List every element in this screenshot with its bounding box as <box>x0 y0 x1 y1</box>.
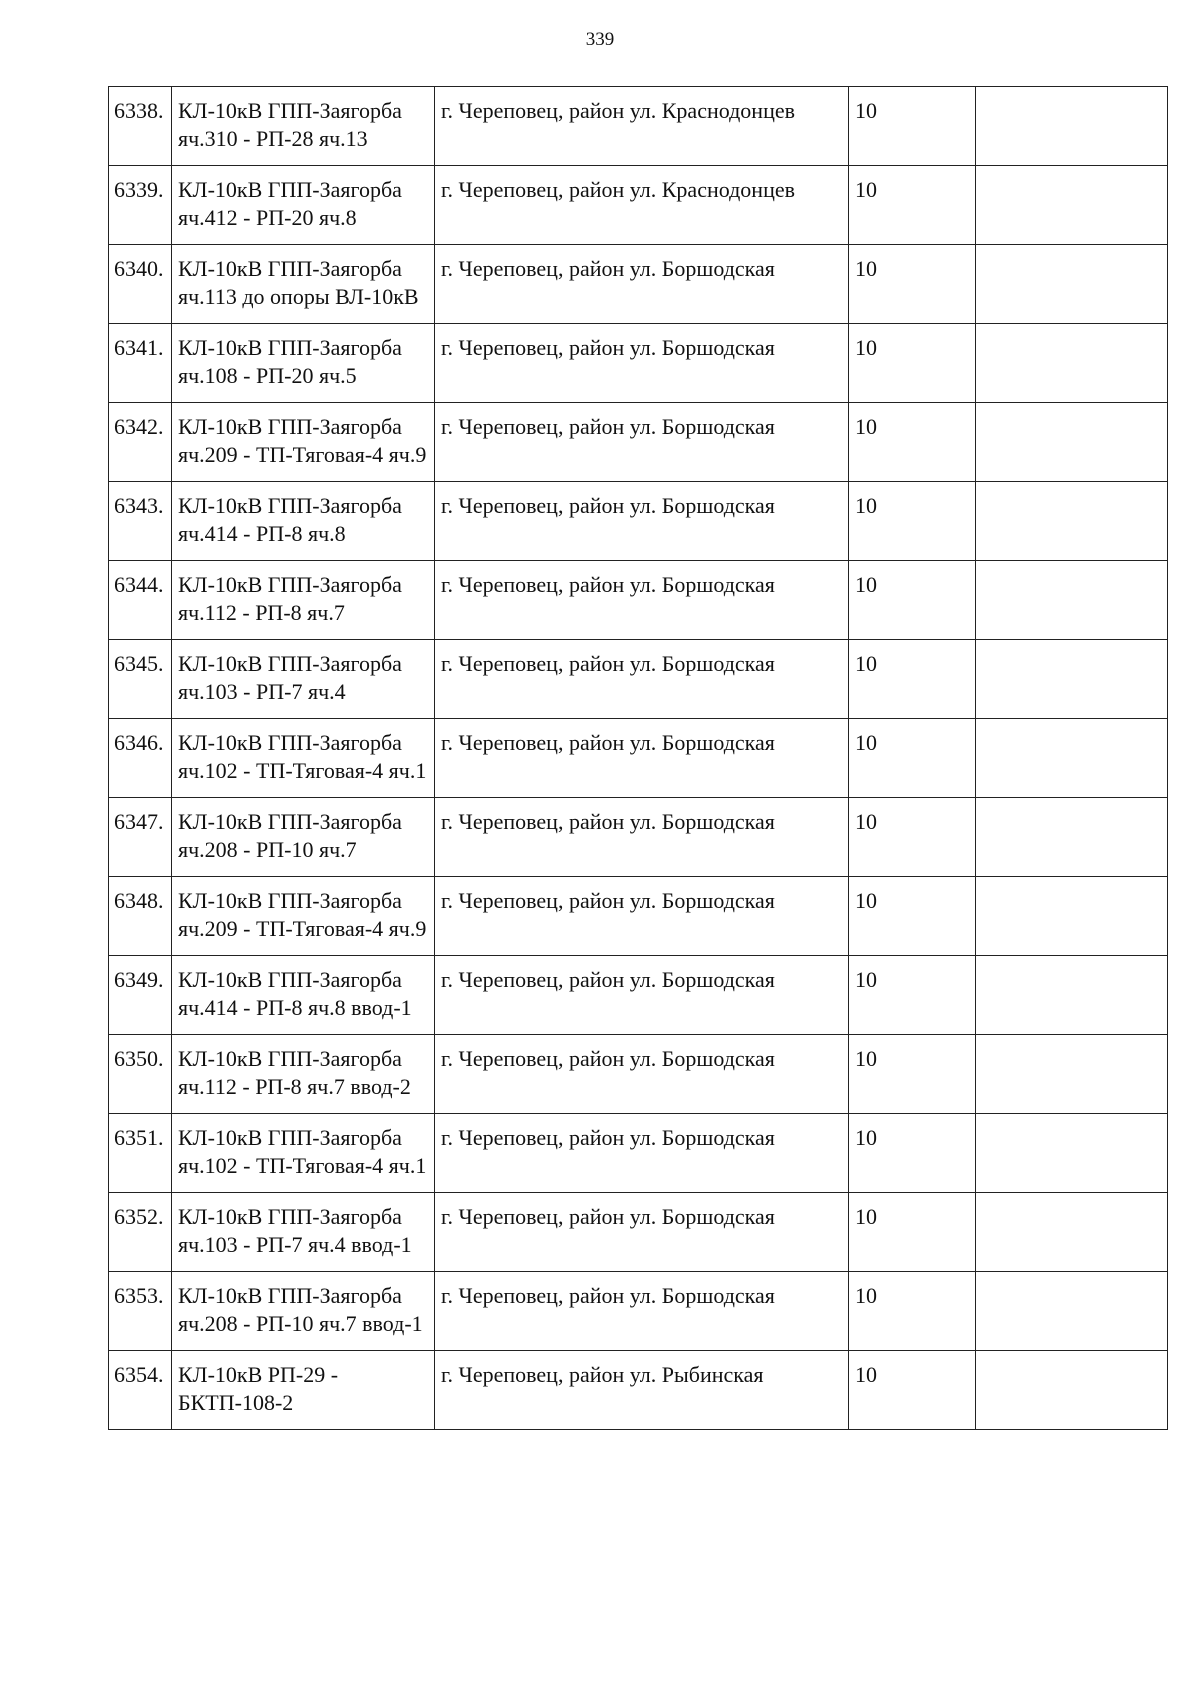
location: г. Череповец, район ул. Боршодская <box>435 1114 849 1193</box>
location: г. Череповец, район ул. Боршодская <box>435 719 849 798</box>
voltage: 10 <box>849 1035 976 1114</box>
row-number: 6345. <box>109 640 172 719</box>
table-row <box>109 1351 1168 1430</box>
row-number: 6344. <box>109 561 172 640</box>
table-row <box>109 245 1168 324</box>
line-name: КЛ-10кВ РП-29 - БКТП-108-2 <box>172 1351 435 1430</box>
location: г. Череповец, район ул. Боршодская <box>435 403 849 482</box>
line-name: КЛ-10кВ ГПП-Заягорба яч.414 - РП-8 яч.8 ввод-1 <box>172 956 435 1035</box>
table-row <box>109 719 1168 798</box>
voltage: 10 <box>849 245 976 324</box>
location: г. Череповец, район ул. Боршодская <box>435 561 849 640</box>
table-row <box>109 640 1168 719</box>
extra-cell <box>976 640 1168 719</box>
line-name: КЛ-10кВ ГПП-Заягорба яч.103 - РП-7 яч.4 ввод-1 <box>172 1193 435 1272</box>
line-name: КЛ-10кВ ГПП-Заягорба яч.103 - РП-7 яч.4 <box>172 640 435 719</box>
table-row <box>109 1114 1168 1193</box>
row-number: 6349. <box>109 956 172 1035</box>
row-number: 6339. <box>109 166 172 245</box>
row-number: 6347. <box>109 798 172 877</box>
extra-cell <box>976 561 1168 640</box>
line-name: КЛ-10кВ ГПП-Заягорба яч.208 - РП-10 яч.7 <box>172 798 435 877</box>
voltage: 10 <box>849 482 976 561</box>
extra-cell <box>976 245 1168 324</box>
line-name: КЛ-10кВ ГПП-Заягорба яч.108 - РП-20 яч.5 <box>172 324 435 403</box>
line-name: КЛ-10кВ ГПП-Заягорба яч.102 - ТП-Тяговая-4 яч.1 <box>172 719 435 798</box>
extra-cell <box>976 1035 1168 1114</box>
table-row <box>109 877 1168 956</box>
voltage: 10 <box>849 640 976 719</box>
table-row <box>109 166 1168 245</box>
location: г. Череповец, район ул. Краснодонцев <box>435 166 849 245</box>
voltage: 10 <box>849 719 976 798</box>
row-number: 6353. <box>109 1272 172 1351</box>
voltage: 10 <box>849 561 976 640</box>
extra-cell <box>976 324 1168 403</box>
line-name: КЛ-10кВ ГПП-Заягорба яч.310 - РП-28 яч.13 <box>172 87 435 166</box>
extra-cell <box>976 1114 1168 1193</box>
voltage: 10 <box>849 1193 976 1272</box>
line-name: КЛ-10кВ ГПП-Заягорба яч.208 - РП-10 яч.7 ввод-1 <box>172 1272 435 1351</box>
extra-cell <box>976 877 1168 956</box>
voltage: 10 <box>849 1351 976 1430</box>
table-row <box>109 403 1168 482</box>
location: г. Череповец, район ул. Рыбинская <box>435 1351 849 1430</box>
voltage: 10 <box>849 1272 976 1351</box>
location: г. Череповец, район ул. Боршодская <box>435 1193 849 1272</box>
line-name: КЛ-10кВ ГПП-Заягорба яч.102 - ТП-Тяговая-4 яч.1 <box>172 1114 435 1193</box>
row-number: 6352. <box>109 1193 172 1272</box>
line-name: КЛ-10кВ ГПП-Заягорба яч.209 - ТП-Тяговая-4 яч.9 <box>172 403 435 482</box>
voltage: 10 <box>849 877 976 956</box>
location: г. Череповец, район ул. Боршодская <box>435 245 849 324</box>
extra-cell <box>976 1351 1168 1430</box>
table-row <box>109 1193 1168 1272</box>
voltage: 10 <box>849 87 976 166</box>
table-row <box>109 956 1168 1035</box>
row-number: 6346. <box>109 719 172 798</box>
extra-cell <box>976 87 1168 166</box>
table-row <box>109 561 1168 640</box>
extra-cell <box>976 798 1168 877</box>
location: г. Череповец, район ул. Боршодская <box>435 1035 849 1114</box>
table-row <box>109 482 1168 561</box>
extra-cell <box>976 719 1168 798</box>
row-number: 6350. <box>109 1035 172 1114</box>
row-number: 6340. <box>109 245 172 324</box>
line-name: КЛ-10кВ ГПП-Заягорба яч.112 - РП-8 яч.7 <box>172 561 435 640</box>
voltage: 10 <box>849 324 976 403</box>
row-number: 6343. <box>109 482 172 561</box>
location: г. Череповец, район ул. Боршодская <box>435 1272 849 1351</box>
line-name: КЛ-10кВ ГПП-Заягорба яч.414 - РП-8 яч.8 <box>172 482 435 561</box>
voltage: 10 <box>849 1114 976 1193</box>
location: г. Череповец, район ул. Боршодская <box>435 798 849 877</box>
location: г. Череповец, район ул. Краснодонцев <box>435 87 849 166</box>
voltage: 10 <box>849 956 976 1035</box>
page-number: 339 <box>585 29 615 50</box>
extra-cell <box>976 956 1168 1035</box>
extra-cell <box>976 403 1168 482</box>
extra-cell <box>976 166 1168 245</box>
table-row <box>109 324 1168 403</box>
extra-cell <box>976 482 1168 561</box>
cable-line-table <box>108 86 1168 1430</box>
voltage: 10 <box>849 798 976 877</box>
voltage: 10 <box>849 403 976 482</box>
table-row <box>109 1035 1168 1114</box>
extra-cell <box>976 1193 1168 1272</box>
location: г. Череповец, район ул. Боршодская <box>435 640 849 719</box>
voltage: 10 <box>849 166 976 245</box>
row-number: 6351. <box>109 1114 172 1193</box>
line-name: КЛ-10кВ ГПП-Заягорба яч.412 - РП-20 яч.8 <box>172 166 435 245</box>
row-number: 6348. <box>109 877 172 956</box>
line-name: КЛ-10кВ ГПП-Заягорба яч.113 до опоры ВЛ-10кВ <box>172 245 435 324</box>
location: г. Череповец, район ул. Боршодская <box>435 877 849 956</box>
row-number: 6354. <box>109 1351 172 1430</box>
location: г. Череповец, район ул. Боршодская <box>435 482 849 561</box>
row-number: 6341. <box>109 324 172 403</box>
line-name: КЛ-10кВ ГПП-Заягорба яч.112 - РП-8 яч.7 ввод-2 <box>172 1035 435 1114</box>
row-number: 6338. <box>109 87 172 166</box>
table-body <box>109 87 1168 1430</box>
table-row <box>109 798 1168 877</box>
extra-cell <box>976 1272 1168 1351</box>
table-row <box>109 87 1168 166</box>
line-name: КЛ-10кВ ГПП-Заягорба яч.209 - ТП-Тяговая-4 яч.9 <box>172 877 435 956</box>
table-row <box>109 1272 1168 1351</box>
row-number: 6342. <box>109 403 172 482</box>
location: г. Череповец, район ул. Боршодская <box>435 324 849 403</box>
location: г. Череповец, район ул. Боршодская <box>435 956 849 1035</box>
